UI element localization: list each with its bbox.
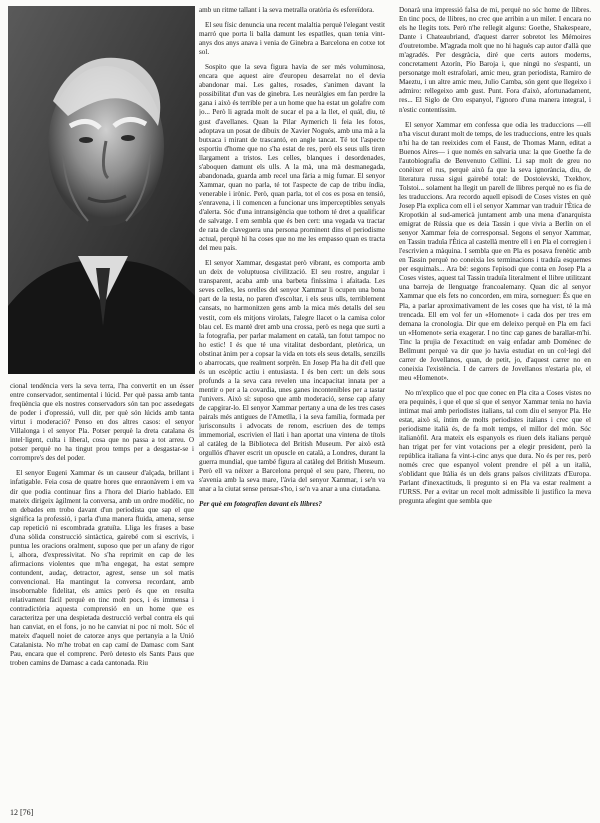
left-column-text — [10, 382, 194, 812]
portrait-photo — [8, 6, 195, 374]
middle-paragraph-4: El senyor Xammar, desgastat però vibrant, es comporta amb un deix de voluptuosa civilització. El seu rostre, angular i transparent, acaba amb una barbeta finíssima i afaitada. Les seves celles, les orelles del senyor Xammar li ocupen una bona part de la testa, no paren d'escoltar, i els seus ulls, terriblement cansats, no harmonitzen gens amb la mica més detalls del seu vestit, com els mitjons virolats, l'alegre llacet o la camisa color blau cel. Es mantè dret amb una crossa, però es nega que surti a la fotografia, per parlar malament en català, tan fotut tampoc no ho estic! I és que té una vitalitat desbordant, pletòrica, un obstinat ànim per a copsar la vida en tots els seus detalls, senzills o abarrocats, que realment sorprèn. En Josep Pla ha dit d'ell que és un escèptic actiu i entusiasta. I és ben cert: un dels sous profunds a la seva cara revelen una incapacitat innata per a mentir o per a la covardia, unes ganes incontenibles per a tastar l'univers. Això sí: suposo que amb moderació, sense cap afany de capgirar-lo. El senyor Xammar pertany a una de les tres cases pairals més antigues de l'Ametlla, i la seva família, formada per jurisconsults i advocats de renom, escriuen des de temps immemorial, escrivien el llati i han aportat una vintena de títols al catàleg de la Biblioteca del British Museum. Per això està orgullós d'haver escrit un opuscle en català, a Londres, durant la guerra mundial, que també figura al catàleg del British Museum. Però ell va néixer a Barcelona perquè el seu pare, l'hereu, no s'avenia amb la seva mare, l'àvia del senyor Xammar, i se'n va anar a la ciutat sense pensar-s'ho, i se'n va anar a una ciutadana. — [199, 259, 385, 494]
middle-paragraph-3: Sospito que la seva figura havia de ser més voluminosa, encara que aquest aire d'europeu desarrelat no el devia abandonar mai. Les galtes, rosades, s'animen davant la possibilitat d'un vas de ginebra. Les neuràlgies em fan perdre la gana i això és terrible per a un home que ha estat un golafre com jo... Però li agrada molt de sucar el pa a la llet, el quál, diu, té gust d'avellanes. Quan la Pilar Aymerich li feia les fotos, adoptava un posat de dibuix de Xavier Nogués, amb una mà a la butxaca i mirant de trascantó, en angle tancat. Té tot l'aspecte esportiu d'home que no s'ha estat de res, però els seus ulls tiren llargament a tristos. Les celles, blanques i desordenades, s'aboquen damunt els ulls. A la mà, una mà desmanegada, abandonada, guarda amb recel una fària a mig fumar. El senyor Xammar, quan no parla, té tot l'aspecte de cap de tribu índia, venerable i irònic. Però, quan parla, tot el cos es posa en tensió, s'enravena, i li comencen a funcionar uns imperceptibles senyals d'alerta. Sóc d'una intransigència que tothom té dret a qualificar de salvatge. I em sembla que és ben cert: una vegada va tractar de rata de claveguera una persona prominent dins el periodisme actual, perquè hi ha coses que no me les empasso quan es tracta del meu país. — [199, 63, 385, 253]
left-paragraph-1: cional tendència vers la seva terra, l'ha convertit en un ésser entre conservador, sentimental i lúcid. Per què passa amb tanta freqüència que els nostres conservadors són tan poc assedegats de poder i d'opressió, vull dir, per què són lúcids amb tanta virtut i moderació? Penso en dos altres casos: el senyor Villalonga i el senyor Pla. Potser perquè la dreta catalana és intel·ligent, culta i liberal, cosa que no passa a tot arreu. O potser perquè no ha tingut prou temps per a desgastar-se i corrompre's des del poder. — [10, 382, 194, 463]
portrait-photo-image — [8, 6, 195, 374]
middle-paragraph-1: amb un ritme tallant i la seva metralla oratòria és esfereïdora. — [199, 6, 375, 14]
interview-question: Per què em fotografien davant els llibres? — [199, 500, 322, 509]
right-column-text — [399, 6, 591, 812]
right-paragraph-1: Donarà una impressió falsa de mi, perquè no sóc home de llibres. En tinc pocs, de llibres, no crec que arribin a un miler. I encara no els he llegits tots. Però n'he rellegit alguns: Goethe, Shakespeare, Dante i Chateaubriand, d'aquest darrer sobretot les Mémoires d'outretombe. M'agrada molt que no hi hagués cap autor d'allà que m'agradés. Per desgràcia, diré que certs autors moderns, concretament Azorín, Pío Baroja i, que ningú no s'espanti, un personatge molt estrafolari, amic meu, gran periodista, Ramiro de Maeztu, i un altre amic meu, Julio Camba, són gent que llegeixo i admiro: rellegeixo amb gust. Punt. Fora d'això, afortunadament, res... El Siglo de Oro espanyol, l'ignoro d'una manera integral, i n'estic contentíssim. — [399, 6, 591, 114]
page-number: 12 [76] — [10, 808, 34, 817]
right-paragraph-3: No m'explico que el poc que conec en Pla cita a Coses vistes no era pequinès, i que el que sí que el senyor Xammar tenia no havia intimat mai amb periodistes italians, tal com diu el senyor Pla. He estat, això sí, íntim de molts periodistes italians i crec que el periodisme italià és, de fa molt temps, el millor del món. Sóc italianòfil. Ara mateix els espanyols es riuen dels italians perquè han trigat per fer vint votacions per a elegir president, però la república italiana fa vint-i-cinc anys que dura. No és per res, però només crec que espanyol volent prendre el pèl a un italià, s'oblidant que Itàlia és un dels grans països civilitzats d'Europa. Parlant d'inexactituds, li pregunto si en Pla va estar realment a l'URSS. Per a evitar un recel molt admissible li justifico la meva pregunta afegint que sembla que — [399, 388, 591, 506]
middle-paragraph-2: El seu físic denuncia una recent malaltia perquè l'elegant vestit marró que porta li balla damunt les espatlles, quan tenia vint-anys dos anys anava i venia de Ginebra a Barcelona en cotxe tot sol. — [199, 21, 385, 57]
left-paragraph-2: El senyor Eugeni Xammar és un causeur d'alçada, brillant i infatigable. Feia cosa de quatre hores que enraonàvem i em va dir que podia continuar fins a l'hora del Diario hablado. Ell mateix dirigeix àgilment la conversa, amb un ordre modèlic, no en debades em trobo davant d'un periodista que sap el que significa la professió, i parla d'una manera fluida, amena, sense cap repetició ni escombrada gratuïta. Lliga les frases a base d'una sòlida construcció sintàctica, gairebé com si escrivís, i puntua les oracions oralment, suposo que per un afany de rigor i, alhora, d'expressivitat. No s'ha reprimit en cap de les afirmacions violentes que m'ha engegat, ha estat sempre contundent, audaç, detractor, agrest, sense un sol matís convencional. Ha mantingut la conversa recordant, amb insobornable fidelitat, els amics però és que en resulta relativament fàcil perquè en tinc molt pocs, i és immensa i contradictòria aquesta comprensió en un home que es caracteritza per una despietada destrucció verbal contra els qui han canviat, en el fons, jo no he canviat ni poc ni molt. Sóc el mateix d'aquell noiet de catorze anys que pertanyia a la Unió Catalanista. No m'he trobat en cap camí de Damasc com Sant Pau, encara que el comprenc. Però detesto els Sants Paus que troben camins de Damasc a cada cantonada. Riu — [10, 469, 194, 668]
right-paragraph-2: El senyor Xammar em confessa que odia les traduccions —ell n'ha viscut durant molt de temps, de les traduccions, entre les quals n'hi ha de tan reeixides com el Faust, de Thomas Mann, editat a Buenos Aires— i que només en salvaria una: la que Goethe fa de l'autobiografia de Benvenuto Cellini. Li sap molt de greu no conèixer el rus, perquè això fa que la seva ignorància, diu, de literatura russa sigui gairebé total: de Dostoievski, Txekhov, Tolstoi... solament ha llegit un parell de llibres perquè no es fia de les traduccions. Ara recordo aquell episodi de Coses vistes en què Josep Pla explica com ell i el senyor Xammar van traduir l'Ètica de Kropotkin al sud-americà juntament amb una mena d'anarquista emigrat de Rússia que es deia Tassin i que vivia a Berlín on el senyor Xammar feia de corresponsal. Segons el senyor Xammar, en Tassin traduïa l'Ètica al castellà mentre ell i en Pla el corregien i l'escrivien a màquina. I sembla que en Pla es posava frenètic amb en Tassin perquè no coneixia les terminacions i traduïa esquemes per esquimals... Ara bé: segons l'episodi que conta en Josep Pla a Coses vistes, aquest tal Tassin traduïa literalment el llibre utilitzant una barreja de llenguatge francoalemany. Quan dic al senyor Xammar que els fets no concorden, em mira, sorneguer: És que en Pla, a parlar aproximativament de les coses que ha vist, té la mà trencada. Ell em vol fer un «Homenot» i cada dos per tres em demana la cronologia. Dir que em deleixo perquè en Pla em faci un «Homenot» seria exagerar. I no tinc cap ganes de barallar-m'hi. Tinc la prujia de l'exactitud: en vaig enfadar amb Doménec de Bellmunt perquè va dir que jo havia estudiat en un col·legi del carrer de Jovellanos, quan, de petit, jo, d'aquest carrer no en coneixia l'existència. I de carrers de Jovellanos n'estaria ple, el meu «Homenot». — [399, 120, 591, 382]
middle-column-text — [199, 6, 385, 812]
